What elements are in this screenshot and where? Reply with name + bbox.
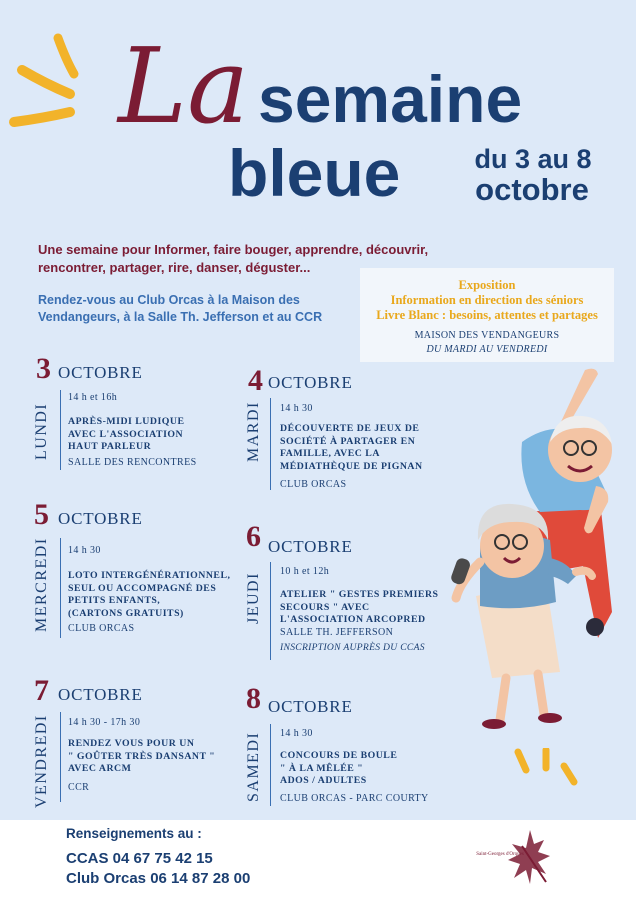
day-4-number: 4 [248, 364, 263, 397]
day-4-name: MARDI [245, 401, 262, 462]
day-7-title-line: " GOÛTER TRÈS DANSANT " [68, 750, 216, 762]
day-3-number: 3 [36, 352, 51, 385]
day-7-place: CCR [68, 782, 90, 793]
day-6-title-line: ATELIER " GESTES PREMIERS [280, 589, 439, 600]
day-6-title-line: L'ASSOCIATION ARCOPRED [280, 614, 426, 625]
day-6-place: SALLE TH. JEFFERSON [280, 627, 394, 638]
exposition-when: DU MARDI AU VENDREDI [426, 344, 548, 355]
day-4-title-line: MÉDIATHÈQUE DE PIGNAN [280, 460, 423, 472]
intro-line1: Une semaine pour Informer, faire bouger, apprendre, découvrir, [38, 242, 429, 257]
day-4-title [280, 423, 440, 473]
accent-rays-decoration [508, 748, 580, 810]
day-8-title-line: ADOS / ADULTES [280, 775, 367, 786]
day-8-time: 14 h 30 [280, 728, 313, 739]
day-8-divider [270, 724, 271, 806]
town-logo-icon [500, 826, 560, 892]
town-logo-text: Saint-Georges d'Orques [476, 852, 524, 857]
exposition-livre-blanc: Livre Blanc : besoins, attentes et partages [376, 308, 598, 322]
exposition-place: MAISON DES VENDANGEURS [414, 330, 560, 341]
day-8-number: 8 [246, 682, 261, 715]
day-5-title-line: LOTO INTERGÉNÉRATIONNEL, [68, 570, 231, 581]
day-3-place: SALLE DES RENCONTRES [68, 457, 197, 468]
rendezvous-line2: Vendangeurs, à la Salle Th. Jefferson et au CCR [38, 310, 323, 324]
day-4-divider [270, 398, 271, 490]
day-7-time: 14 h 30 - 17h 30 [68, 717, 141, 728]
exposition-box [360, 268, 614, 362]
title-semaine: semaine [258, 62, 523, 136]
day-8-place: CLUB ORCAS - PARC COURTY [280, 793, 429, 804]
day-7-month: OCTOBRE [58, 685, 143, 704]
day-5-place: CLUB ORCAS [68, 623, 135, 634]
day-5-title [68, 570, 238, 620]
day-5-divider [60, 538, 61, 638]
day-6-divider [270, 562, 271, 660]
title-bleue: bleue [228, 136, 401, 210]
day-8-title-line: " À LA MÊLÉE " [280, 762, 364, 774]
day-5-title-line: PETITS ENFANTS, [68, 595, 161, 606]
day-3-title-line: HAUT PARLEUR [68, 441, 152, 452]
day-7-number: 7 [34, 674, 49, 707]
day-4-time: 14 h 30 [280, 403, 313, 414]
title-script: La [118, 25, 250, 147]
day-7-title-line: RENDEZ VOUS POUR UN [68, 738, 195, 749]
exposition-title: Exposition [458, 278, 516, 292]
rendezvous-text [38, 292, 338, 326]
exposition-subtitle: Information en direction des séniors [390, 293, 584, 307]
day-3-time: 14 h et 16h [68, 392, 118, 403]
day-5-title-line: (CARTONS GRATUITS) [68, 607, 184, 619]
contact-ccas: CCAS 04 67 75 42 15 [66, 850, 213, 867]
intro-line2: rencontrer, partager, rire, danser, déguster... [38, 260, 311, 275]
day-7-divider [60, 712, 61, 802]
day-3-title [68, 416, 218, 454]
day-7-title [68, 738, 238, 776]
dancing-seniors-illustration [420, 362, 630, 742]
day-6-title [280, 589, 450, 627]
contact-club-orcas: Club Orcas 06 14 87 28 00 [66, 870, 251, 887]
day-4-title-line: DÉCOUVERTE DE JEUX DE [280, 423, 420, 434]
day-5-month: OCTOBRE [58, 509, 143, 528]
day-8-name: SAMEDI [245, 731, 262, 802]
day-8-month: OCTOBRE [268, 697, 353, 716]
day-6-name: JEUDI [245, 572, 262, 624]
day-6-note: INSCRIPTION AUPRÈS DU CCAS [280, 642, 425, 653]
day-5-name: MERCREDI [33, 537, 50, 632]
day-4-title-line: SOCIÉTÉ À PARTAGER EN [280, 435, 416, 447]
day-5-time: 14 h 30 [68, 545, 101, 556]
day-6-month: OCTOBRE [268, 537, 353, 556]
day-6-title-line: SECOURS " AVEC [280, 601, 370, 613]
day-4-month: OCTOBRE [268, 373, 353, 392]
day-5-number: 5 [34, 498, 49, 531]
day-3-month: OCTOBRE [58, 363, 143, 382]
day-7-name: VENDREDI [33, 714, 50, 808]
day-4-title-line: FAMILLE, AVEC LA [280, 448, 380, 459]
day-3-title-line: APRÈS-MIDI LUDIQUE [68, 416, 185, 427]
day-3-title-line: AVEC L'ASSOCIATION [68, 428, 184, 440]
day-3-divider [60, 390, 61, 470]
day-3-name: LUNDI [33, 402, 50, 460]
day-5-title-line: SEUL OU ACCOMPAGNÉ DES [68, 582, 217, 594]
rendezvous-line1: Rendez-vous au Club Orcas à la Maison des [38, 293, 300, 307]
day-8-title [280, 750, 450, 788]
dates-line2: octobre [475, 172, 589, 207]
day-8-title-line: CONCOURS DE BOULE [280, 750, 398, 761]
dates-line1: du 3 au 8 [474, 144, 592, 174]
day-7-title-line: AVEC ARCM [68, 763, 132, 774]
day-4-place: CLUB ORCAS [280, 479, 347, 490]
day-6-number: 6 [246, 520, 261, 553]
contact-heading: Renseignements au : [66, 826, 202, 841]
day-6-time: 10 h et 12h [280, 566, 330, 577]
sun-rays-decoration [0, 30, 110, 140]
